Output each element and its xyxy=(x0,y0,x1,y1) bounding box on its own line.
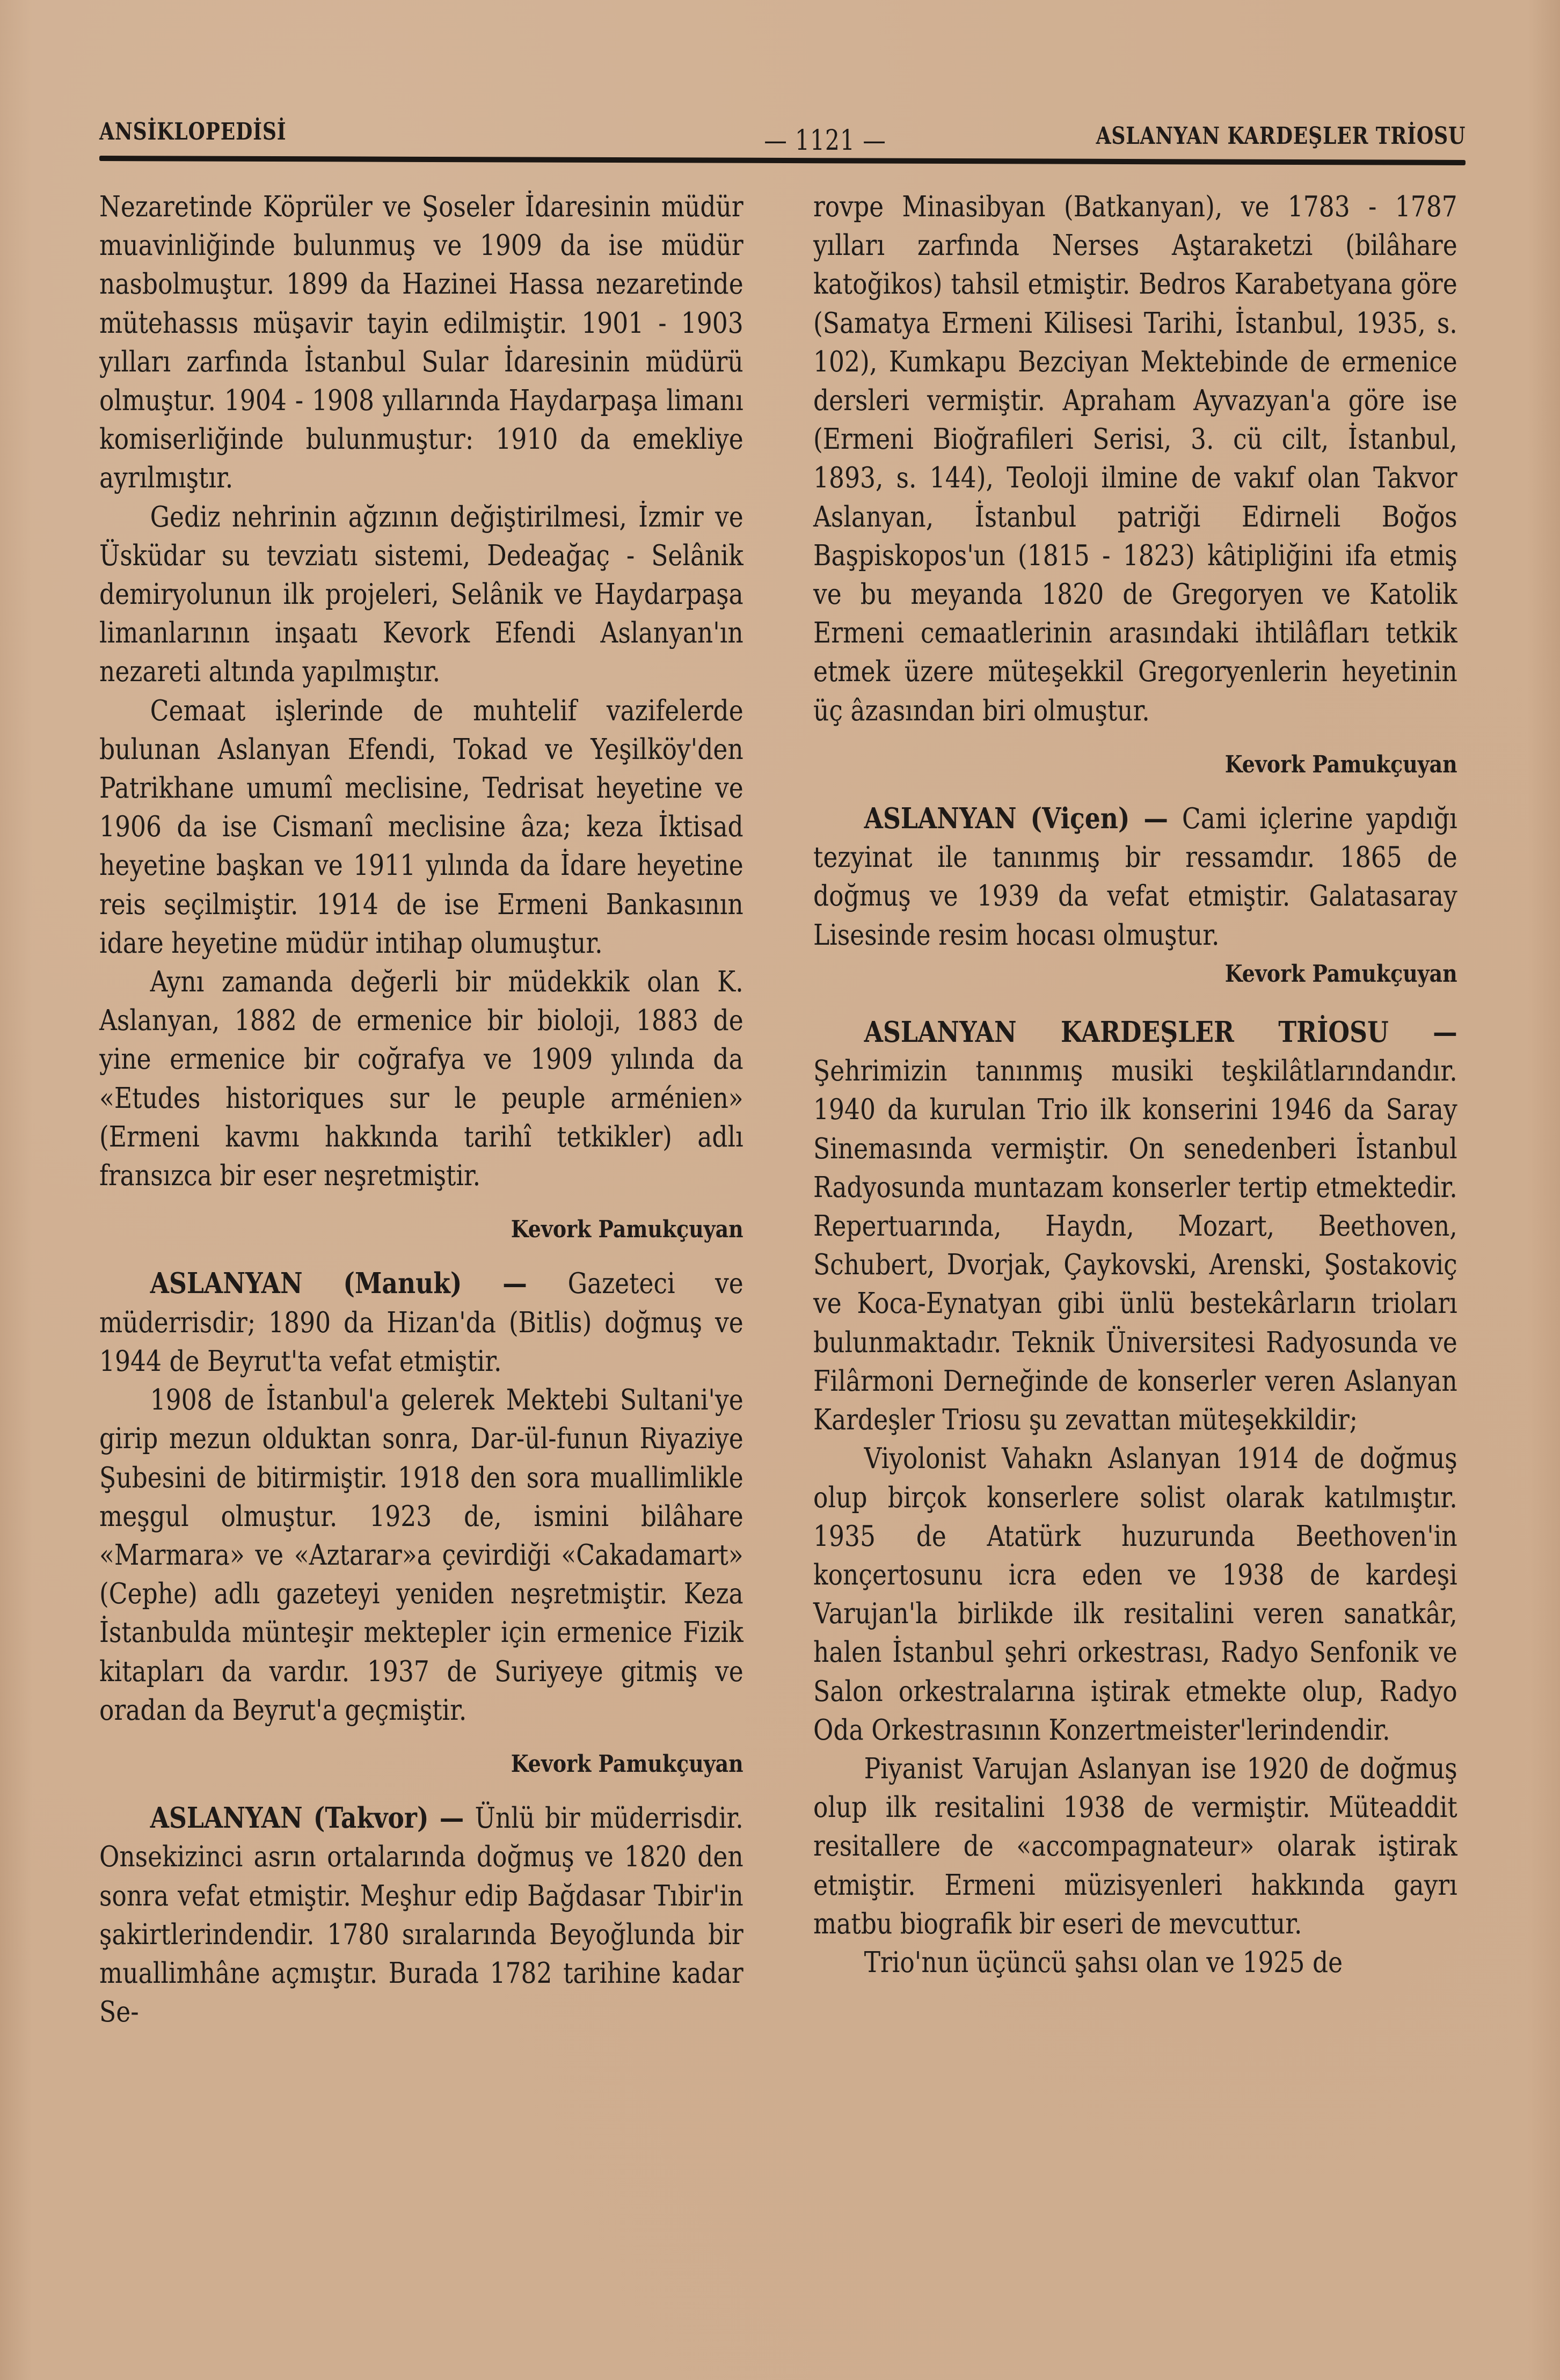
spacer xyxy=(813,994,1457,1013)
entry-heading: ASLANYAN (Takvor) xyxy=(150,1801,429,1835)
paragraph: Viyolonist Vahakn Aslanyan 1914 de doğmuş olup birçok konserlere solist olarak katılmıştır. 1935 de Atatürk huzurunda Beethoven'in konçertosunu icra eden ve 1938 de kardeşi Varujan'la birlikde ilk resitalini veren sanatkâr, halen İstanbul şehri orkestrası, Radyo Senfonik ve Salon orkestralarına iştirak etmekte olup, Radyo Oda Orkestrasının Konzertmeister'lerindendir. xyxy=(813,1442,1457,1747)
right-column xyxy=(813,188,1457,1982)
header-encyclopedia-title: ANSİKLOPEDİSİ xyxy=(99,118,287,145)
author-signature: Kevork Pamukçuyan xyxy=(1224,960,1457,988)
entry-heading: ASLANYAN (Viçen) xyxy=(864,802,1130,836)
encyclopedia-page xyxy=(99,97,1466,2029)
paragraph: Nezaretinde Köprüler ve Şoseler İdaresinin müdür muavinliğinde bulunmuş ve 1909 da ise müdür nasbolmuştur. 1899 da Hazinei Hassa nezaretinde mütehassıs müşavir tayin edilmiştir. 1901 - 1903 yılları zarfında İstanbul Sular İdaresinin müdürü olmuştur. 1904 - 1908 yıllarında Haydarpaşa limanı komiserliğinde bulunmuştur: 1910 da emekliye ayrılmıştır. xyxy=(99,191,743,495)
entry-text: Şehrimizin tanınmış musiki teşkilâtlarındandır. 1940 da kurulan Trio ilk konserini 1946 da Saray Sinemasında vermiştir. On senedenberi İstanbul Radyosunda muntazam konserler tertip etmektedir. Repertuarında, Haydn, Mozart, Beethoven, Schubert, Dvorjak, Çaykovski, Arenski, Şostakoviç ve Koca-Eynatyan gibi ünlü bestekârların trioları bulunmaktadır. Teknik Üniversitesi Radyosunda ve Filârmoni Derneğinde de konserler veren Aslanyan Kardeşler Triosu şu zevattan müteşekkildir; xyxy=(813,1055,1457,1437)
author-signature: Kevork Pamukçuyan xyxy=(511,1750,743,1778)
entry-heading: ASLANYAN KARDEŞLER TRİOSU xyxy=(864,1016,1389,1049)
paragraph: 1908 de İstanbul'a gelerek Mektebi Sultani'ye girip mezun olduktan sonra, Dar-ül-funun Riyaziye Şubesini de bitirmiştir. 1918 den sora muallimlikle meşgul olmuştur. 1923 de, ismini bilâhare «Marmara» ve «Aztarar»a çevirdiği «Cakadamart» (Cephe) adlı gazeteyi yeniden neşretmiştir. Keza İstanbulda münteşir mektepler için ermenice Fizik kitapları da vardır. 1937 de Suriyeye gitmiş ve oradan da Beyrut'a geçmiştir. xyxy=(99,1384,743,1727)
paragraph: Gediz nehrinin ağzının değiştirilmesi, İzmir ve Üsküdar su tevziatı sistemi, Dedeağaç - Selânik demiryolunun ilk projeleri, Selânik ve Haydarpaşa limanlarının inşaatı Kevork Efendi Aslanyan'ın nezareti altında yapılmıştır. xyxy=(99,500,743,689)
entry-dash: — xyxy=(428,1801,475,1835)
header-entry-range: ASLANYAN KARDEŞLER TRİOSU xyxy=(1096,122,1466,150)
entry-text: Ünlü bir müderrisdir. Onsekizinci asrın ortalarında doğmuş ve 1820 den sonra vefat etmiştir. Meşhur edip Bağdasar Tıbir'in şakirtlerindendir. 1780 sıralarında Beyoğlunda bir muallimhâne açmıştır. Burada 1782 tarihine kadar Se- xyxy=(99,1802,743,2029)
paragraph: Trio'nun üçüncü şahsı olan ve 1925 de xyxy=(864,1946,1343,1979)
paragraph: Piyanist Varujan Aslanyan ise 1920 de doğmuş olup ilk resitalini 1938 de vermiştir. Müteaddit resitallere de «accompagnateur» olarak iştirak etmiştir. Ermeni müzisyenleri hakkında gayrı matbu biografik bir eseri de mevcuttur. xyxy=(813,1752,1457,1940)
paragraph: rovpe Minasibyan (Batkanyan), ve 1783 - 1787 yılları zarfında Nerses Aştaraketzi (bilâhare katoğikos) tahsil etmiştir. Bedros Karabetyana göre (Samatya Ermeni Kilisesi Tarihi, İstanbul, 1935, s. 102), Kumkapu Bezciyan Mektebinde de ermenice dersleri vermiştir. Apraham Ayvazyan'a göre ise (Ermeni Bioğrafileri Serisi, 3. cü cilt, İstanbul, 1893, s. 144), Teoloji ilmine de vakıf olan Takvor Aslanyan, İstanbul patriği Edirneli Boğos Başpiskopos'un (1815 - 1823) kâtipliğini ifa etmiş ve bu meyanda 1820 de Gregoryen ve Katolik Ermeni cemaatlerinin arasındaki ihtilâfları tetkik etmek üzere müteşekkil Gregoryenlerin heyetinin üç âzasından biri olmuştur. xyxy=(813,191,1457,727)
page-number: — 1121 — xyxy=(764,125,886,157)
entry-dash: — xyxy=(1129,802,1182,836)
left-column xyxy=(99,188,743,2032)
author-signature: Kevork Pamukçuyan xyxy=(511,1216,743,1244)
entry-heading: ASLANYAN (Manuk) xyxy=(150,1267,462,1301)
header-rule xyxy=(99,156,1466,165)
author-signature: Kevork Pamukçuyan xyxy=(1224,750,1457,778)
entry-aslanyan-takvor xyxy=(99,1799,743,2032)
entry-dash: — xyxy=(1388,1016,1457,1049)
running-header xyxy=(99,97,1466,157)
entry-aslanyan-kardesler-triosu xyxy=(813,1013,1457,1440)
entry-aslanyan-manuk xyxy=(99,1264,743,1381)
entry-dash: — xyxy=(462,1267,568,1301)
paragraph: Cemaat işlerinde de muhtelif vazifelerde bulunan Aslanyan Efendi, Tokad ve Yeşilköy'den Patrikhane umumî meclisine, Tedrisat heyetine ve 1906 da ise Cismanî meclisine âza; keza İktisad heyetine başkan ve 1911 yılında da İdare heyetine reis seçilmiştir. 1914 de ise Ermeni Bankasının idare heyetine müdür intihap olumuştur. xyxy=(99,694,743,960)
entry-text: Gazeteci ve müderrisdir; 1890 da Hizan'da (Bitlis) doğmuş ve 1944 de Beyrut'ta vefat etmiştir. xyxy=(99,1267,743,1378)
entry-aslanyan-vicen xyxy=(813,799,1457,955)
entry-text: Cami içlerine yapdığı tezyinat ile tanınmış bir ressamdır. 1865 de doğmuş ve 1939 da vefat etmiştir. Galatasaray Lisesinde resim hocası olmuştur. xyxy=(813,802,1457,952)
paragraph: Aynı zamanda değerli bir müdekkik olan K. Aslanyan, 1882 de ermenice bir bioloji, 1883 de yine ermenice bir coğrafya ve 1909 yılında da «Etudes historiques sur le peuple arménien» (Ermeni kavmı hakkında tarihî tetkikler) adlı fransızca bir eser neşretmiştir. xyxy=(99,966,743,1193)
